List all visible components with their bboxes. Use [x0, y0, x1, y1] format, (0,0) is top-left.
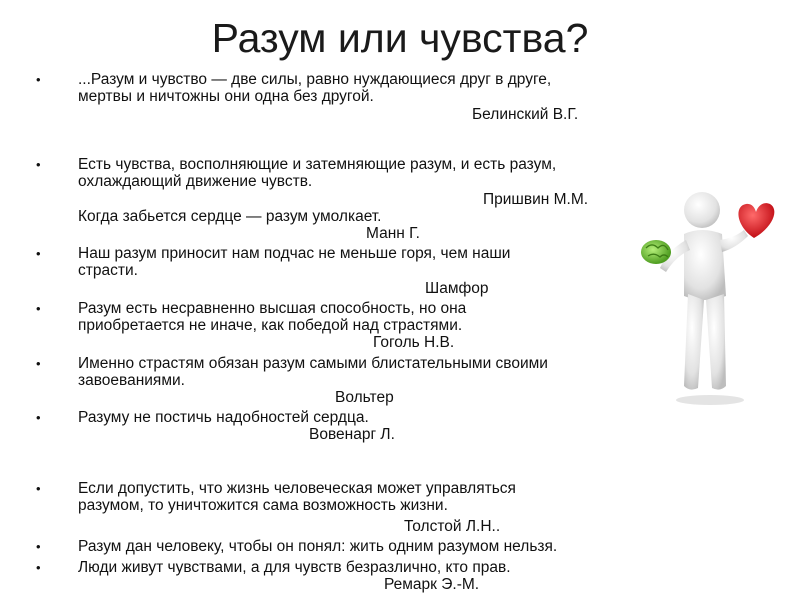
quote-3-line-2: страсти. — [78, 262, 138, 279]
bullet: • — [36, 410, 41, 425]
quote-8-line-1: Разум дан человеку, чтобы он понял: жить одним разумом нельзя. — [78, 538, 558, 555]
bullet: • — [36, 539, 41, 554]
quote-5-line-2: завоеваниями. — [78, 372, 185, 389]
quote-2-extra: Когда забьется сердце — разум умолкает. — [78, 208, 382, 225]
quote-1-line-2: мертвы и ничтожны они одна без другой. — [78, 88, 374, 105]
quote-3-line-1: Наш разум приносит нам подчас не меньше горя, чем наши — [78, 245, 511, 262]
quote-3-author: Шамфор — [425, 280, 489, 297]
quote-9-author: Ремарк Э.-М. — [384, 576, 480, 593]
bullet: • — [36, 246, 41, 261]
quote-5-author: Вольтер — [335, 389, 394, 406]
bullet: • — [36, 356, 41, 371]
bullet: • — [36, 157, 41, 172]
quote-6-line-1: Разуму не постичь надобностей сердца. — [78, 409, 369, 426]
quote-1-line-1: ...Разум и чувство — две силы, равно нуждающиеся друг в друге, — [78, 71, 552, 88]
bullet: • — [36, 560, 41, 575]
quote-1-author: Белинский В.Г. — [472, 106, 579, 123]
quote-4-line-1: Разум есть несравненно высшая способность, но она — [78, 300, 467, 317]
page-title: Разум или чувства? — [211, 15, 589, 61]
quote-9-line-1: Люди живут чувствами, а для чувств безразлично, кто прав. — [78, 559, 511, 576]
person-with-heart-and-brain-icon — [632, 186, 782, 406]
quote-2-extra-author: Манн Г. — [366, 225, 420, 242]
quote-6-author: Вовенарг Л. — [309, 426, 395, 443]
bullet: • — [36, 72, 41, 87]
quote-2-author: Пришвин М.М. — [483, 191, 589, 208]
quote-4-author: Гоголь Н.В. — [373, 334, 455, 351]
brain-icon — [641, 240, 671, 264]
quote-5-line-1: Именно страстям обязан разум самыми блистательными своими — [78, 355, 548, 372]
quote-7-author: Толстой Л.Н.. — [404, 518, 501, 535]
quote-2-line-2: охлаждающий движение чувств. — [78, 173, 313, 190]
bullet: • — [36, 481, 41, 496]
quote-7-line-2: разумом, то уничтожится сама возможность жизни. — [78, 497, 448, 514]
quote-7-line-1: Если допустить, что жизнь человеческая может управляться — [78, 480, 516, 497]
quote-4-line-2: приобретается не иначе, как победой над страстями. — [78, 317, 463, 334]
quote-2-line-1: Есть чувства, восполняющие и затемняющие разум, и есть разум, — [78, 156, 557, 173]
bullet: • — [36, 301, 41, 316]
figure-illustration — [632, 186, 782, 406]
